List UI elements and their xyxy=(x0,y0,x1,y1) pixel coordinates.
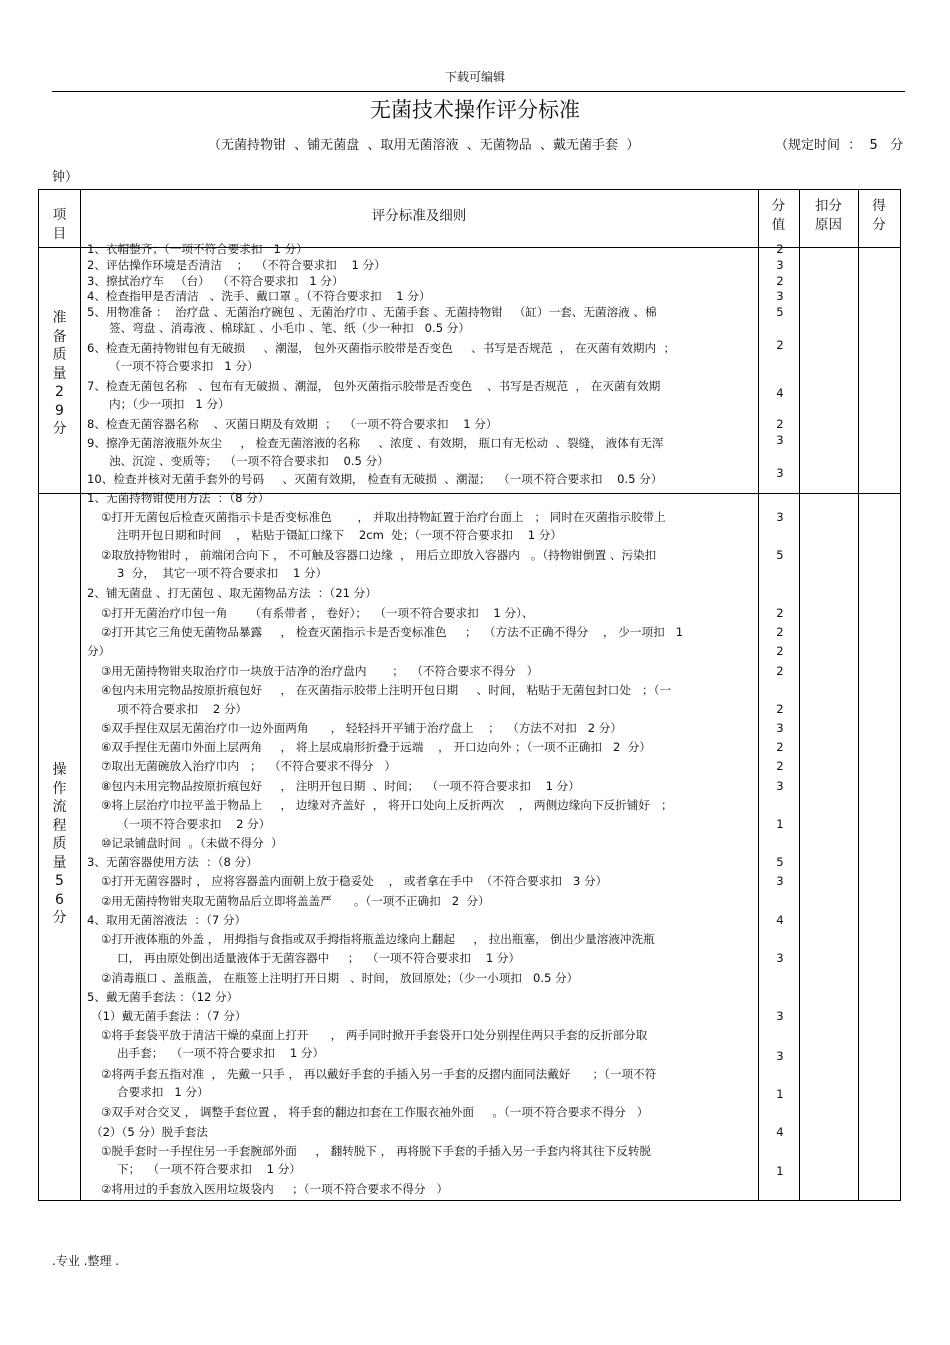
section-label-char: 9 xyxy=(55,402,64,419)
criteria-line: ②消毒瓶口 、盖瓶盖， 在瓶签上注明打开日期 、时间， 放回原处；（少一小项扣 0.5 分） xyxy=(101,971,579,985)
criteria-line: ⑦取出无菌碗放入治疗巾内 ； （不符合要求不得分 ） xyxy=(101,759,396,773)
point-value: 2 xyxy=(776,338,784,352)
criteria-line: ⑥双手捏住无菌巾外面上层两角 ， 将上层成扇形折叠于远端 ， 开口边向外 ；（一项不正确扣 2 分） xyxy=(101,740,651,754)
criteria-line: 合要求扣 1 分） xyxy=(117,1085,209,1099)
criteria-line: ①打开液体瓶的外盖 ， 用拇指与食指或双手拇指将瓶盖边缘向上翻起 ， 拉出瓶塞， 倒出少量溶液冲洗瓶 xyxy=(101,932,655,946)
criteria-line: 1、无菌持物钳使用方法 ：（8 分） xyxy=(87,491,270,505)
point-value: 3 xyxy=(776,433,784,447)
criteria-line: 1、衣帽整齐；（一项不符合要求扣 1 分） xyxy=(87,242,308,256)
criteria-line: 分） xyxy=(87,644,111,658)
criteria-line: 8、检查无菌容器名称 、灭菌日期及有效期 ； （一项不符合要求扣 1 分） xyxy=(87,417,498,431)
header-score xyxy=(858,197,900,235)
point-value: 3 xyxy=(776,510,784,524)
criteria-line: 3 分， 其它一项不符合要求扣 1 分） xyxy=(117,566,328,580)
criteria-line: 9、擦净无菌溶液瓶外灰尘 ， 检查无菌溶液的名称 、浓度 、有效期， 瓶口有无松动 、裂缝， 液体有无浑 xyxy=(87,436,664,450)
criteria-line: 浊、沉淀 、变质等； （一项不符合要求扣 0.5 分） xyxy=(109,454,389,468)
header-item xyxy=(39,206,80,244)
criteria-line: （一项不符合要求扣 2 分） xyxy=(117,817,271,831)
criteria-line: （1）戴无菌手套法 ：（7 分） xyxy=(91,1009,247,1023)
section-label-char: 分 xyxy=(52,421,67,437)
point-value: 3 xyxy=(776,1009,784,1023)
header-deduct-line: 原因 xyxy=(815,217,842,233)
col-divider xyxy=(80,190,81,1200)
criteria-line: ④包内未用完物品按原折痕包好 ， 在灭菌指示胶带上注明开包日期 、时间， 粘贴于无菌包封口处 ；（一 xyxy=(101,683,672,697)
criteria-line: ⑤双手捏住双层无菌治疗巾一边外面两角 ， 轻轻抖开平铺于治疗盘上 ； （方法不对扣 2 分） xyxy=(101,721,622,735)
criteria-line: （一项不符合要求扣 1 分） xyxy=(109,359,259,373)
criteria-line: 6、检查无菌持物钳包有无破损 、潮湿， 包外灭菌指示胶带是否变色 、书写是否规范 ， 在灭菌有效期内 ； xyxy=(87,341,676,355)
section-label-char: 分 xyxy=(52,910,67,926)
criteria-line: 4、检查指甲是否清洁 、洗手、戴口罩 。（不符合要求扣 1 分） xyxy=(87,289,431,303)
criteria-line: ②将两手套五指对准 ， 先戴一只手 ， 再以戴好手套的手插入另一手套的反摺内面同法戴好 ；（一项不符 xyxy=(101,1067,657,1081)
point-value: 2 xyxy=(776,759,784,773)
point-value: 1 xyxy=(776,1087,784,1101)
section-label-char: 6 xyxy=(55,891,64,908)
point-value: 4 xyxy=(776,913,784,927)
criteria-line: ①脱手套时一手捏住另一手套腕部外面 ， 翻转脱下 ， 再将脱下手套的手插入另一手套内将其往下反转脱 xyxy=(101,1144,652,1158)
point-value: 3 xyxy=(776,258,784,272)
criteria-line: 内；（少一项扣 1 分） xyxy=(109,397,230,411)
header-points xyxy=(758,197,799,235)
page-title: 无菌技术操作评分标准 xyxy=(370,98,580,122)
subtitle: （无菌持物钳 、铺无菌盘 、取用无菌溶液 、无菌物品 、戴无菌手套 ） xyxy=(208,138,640,153)
time-limit-note-cont: 钟） xyxy=(52,170,79,185)
point-value: 5 xyxy=(776,548,784,562)
point-value: 3 xyxy=(776,466,784,480)
section-label-char: 量 xyxy=(52,365,67,382)
point-value: 4 xyxy=(776,1125,784,1139)
point-value: 2 xyxy=(776,606,784,620)
criteria-line: 注明开包日期和时间 ， 粘贴于镊缸口缘下 2cm 处；（一项不符合要求扣 1 分） xyxy=(117,528,562,542)
criteria-line: 4、取用无菌溶液法 ：（7 分） xyxy=(87,913,247,927)
point-value: 2 xyxy=(776,274,784,288)
header-rule xyxy=(52,91,905,92)
time-limit-note: （规定时间 ： 5 分 xyxy=(775,138,904,153)
section-label-char: 备 xyxy=(52,328,67,345)
header-item-line: 目 xyxy=(52,226,67,242)
criteria-line: ③用无菌持物钳夹取治疗巾一块放于洁净的治疗盘内 ； （不符合要求不得分 ） xyxy=(101,664,539,678)
point-value: 2 xyxy=(776,625,784,639)
criteria-line: 2、铺无菌盘 、打无菌包 、取无菌物品方法 ：（21 分） xyxy=(87,586,377,600)
point-value: 5 xyxy=(776,305,784,319)
criteria-line: 口， 再由原处倒出适量液体于无菌容器中 ； （一项不符合要求扣 1 分） xyxy=(117,951,521,965)
criteria-line: 7、检查无菌包名称 、包布有无破损 、潮湿， 包外灭菌指示胶带是否变色 、书写是否规范 ， 在灭菌有效期 xyxy=(87,379,661,393)
point-value: 2 xyxy=(776,644,784,658)
criteria-line: ①打开无菌包后检查灭菌指示卡是否变标准色 ， 并取出持物缸置于治疗台面上 ； 同时在灭菌指示胶带上 xyxy=(101,510,666,524)
criteria-line: 签、弯盘 、消毒液 、棉球缸 、小毛巾 、笔、纸（少一种扣 0.5 分） xyxy=(109,321,470,335)
criteria-line: ③双手对合交叉 ， 调整手套位置 ， 将手套的翻边扣套在工作服衣袖外面 。（一项不符合要求不得分 ） xyxy=(101,1105,649,1119)
criteria-line: ②用无菌持物钳夹取无菌物品后立即将盖盖严 。（一项不正确扣 2 分） xyxy=(101,894,490,908)
criteria-line: 3、无菌容器使用方法 ：（8 分） xyxy=(87,855,258,869)
point-value: 2 xyxy=(776,664,784,678)
header-points-line: 值 xyxy=(771,217,786,233)
section-label-char: 5 xyxy=(55,873,64,889)
section-label-char: 质 xyxy=(52,347,67,363)
point-value: 3 xyxy=(776,1049,784,1063)
criteria-line: ①打开无菌治疗巾包一角 （有系带者 ， 卷好）； （一项不符合要求扣 1 分）、 xyxy=(101,606,534,620)
section-label-char: 2 xyxy=(55,384,64,400)
header-note: 下载可编辑 xyxy=(444,70,505,84)
criteria-line: 5、用物准备 ： 治疗盘 、无菌治疗碗包 、无菌治疗巾 、无菌手套 、无菌持物钳 （缸）一套、无菌溶液 、棉 xyxy=(87,305,657,319)
criteria-line: ②将用过的手套放入医用垃圾袋内 ；（一项不符合要求不得分 ） xyxy=(101,1182,449,1196)
criteria-line: 3、擦拭治疗车 （台） （不符合要求扣 1 分） xyxy=(87,274,344,288)
col-divider xyxy=(858,190,859,1200)
section-label-char: 操 xyxy=(52,762,67,778)
header-item-line: 项 xyxy=(52,207,67,223)
criteria-line: （2）（5 分）脱手套法 xyxy=(91,1125,208,1139)
point-value: 3 xyxy=(776,721,784,735)
header-score-line: 分 xyxy=(872,217,886,233)
section-label-char: 量 xyxy=(52,854,67,871)
point-value: 2 xyxy=(776,702,784,716)
criteria-line: ①打开无菌容器时 ， 应将容器盖内面朝上放于稳妥处 ， 或者拿在手中 （不符合要求扣 3 分） xyxy=(101,874,608,888)
col-divider xyxy=(799,190,800,1200)
header-criteria: 评分标准及细则 xyxy=(371,208,467,224)
point-value: 3 xyxy=(776,289,784,303)
header-deduct-line: 扣分 xyxy=(815,198,842,214)
criteria-line: ⑩记录铺盘时间 。（未做不得分 ） xyxy=(101,836,283,850)
point-value: 5 xyxy=(776,855,784,869)
section-label-char: 程 xyxy=(52,817,67,834)
criteria-line: ①将手套袋平放于清洁干燥的桌面上打开 ， 两手同时掀开手套袋开口处分别捏住两只手套的反折部分取 xyxy=(101,1028,648,1042)
point-value: 3 xyxy=(776,874,784,888)
section-label-procedure xyxy=(39,761,80,928)
point-value: 1 xyxy=(776,817,784,831)
section-label-char: 质 xyxy=(52,836,67,852)
criteria-line: 下； （一项不符合要求扣 1 分） xyxy=(117,1162,301,1176)
criteria-line: 出手套； （一项不符合要求扣 1 分） xyxy=(117,1046,325,1060)
point-value: 3 xyxy=(776,951,784,965)
point-value: 3 xyxy=(776,779,784,793)
criteria-line: ②取放持物钳时 ， 前端闭合向下 ， 不可触及容器口边缘 ， 用后立即放入容器内 。（持物钳倒置 、污染扣 xyxy=(101,548,657,562)
footer-note: .专业 .整理 . xyxy=(52,1254,120,1268)
section-label-char: 作 xyxy=(52,780,67,797)
criteria-line: ⑨将上层治疗巾拉平盖于物品上 ， 边缘对齐盖好 ， 将开口处向上反折两次 ， 两侧边缘向下反折铺好 ； xyxy=(101,798,673,812)
scoring-table xyxy=(38,189,901,1201)
criteria-line: 2、评估操作环境是否清洁 ； （不符合要求扣 1 分） xyxy=(87,258,386,272)
criteria-line: ⑧包内未用完物品按原折痕包好 ， 注明开包日期 、时间； （一项不符合要求扣 1 分） xyxy=(101,779,580,793)
section-label-preparation xyxy=(39,309,80,439)
criteria-line: ②打开其它三角使无菌物品暴露 ， 检查灭菌指示卡是否变标准色 ； （方法不正确不得分 ， 少一项扣 1 xyxy=(101,625,684,639)
point-value: 4 xyxy=(776,386,784,400)
point-value: 2 xyxy=(776,417,784,431)
point-value: 2 xyxy=(776,242,784,256)
section-label-char: 流 xyxy=(52,799,67,815)
criteria-line: 10、检查并核对无菌手套外的号码 、灭菌有效期， 检查有无破损 、潮湿； （一项不符合要求扣 0.5 分） xyxy=(87,472,663,486)
header-score-line: 得 xyxy=(872,198,886,214)
criteria-line: 5、戴无菌手套法 ：（12 分） xyxy=(87,990,239,1004)
point-value: 1 xyxy=(776,1164,784,1178)
col-divider xyxy=(758,190,759,1200)
point-value: 2 xyxy=(776,740,784,754)
criteria-line: 项不符合要求扣 2 分） xyxy=(117,702,248,716)
header-points-line: 分 xyxy=(771,198,786,214)
header-deduct-reason xyxy=(799,197,858,235)
section-label-char: 准 xyxy=(52,310,67,326)
